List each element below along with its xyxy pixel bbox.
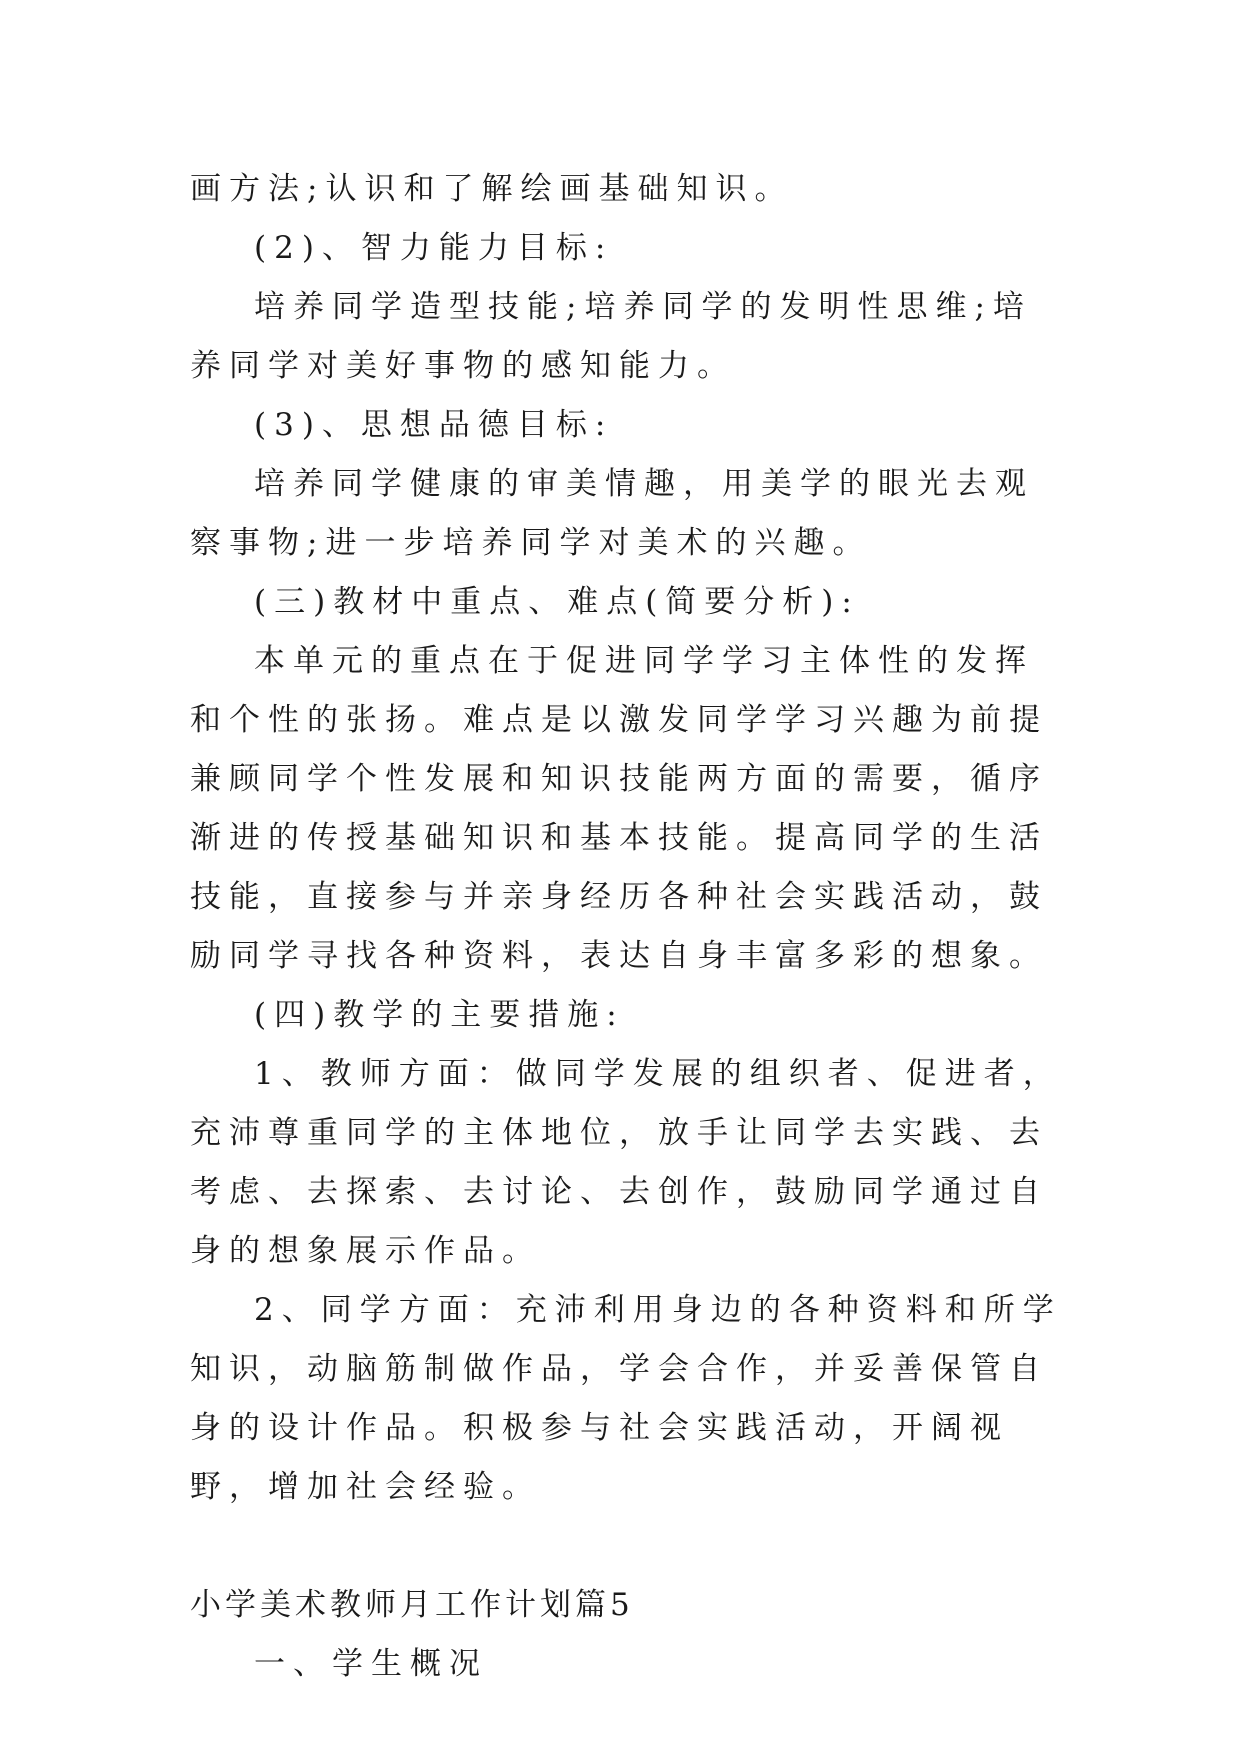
heading-teaching-measures: (四)教学的主要措施:	[254, 997, 625, 1033]
paragraph-intellectual-goals: 培养同学造型技能;培养同学的发明性思维;培养同学对美好事物的感知能力。	[190, 289, 1032, 384]
paragraph-teacher-measures: 1、教师方面：做同学发展的组织者、促进者，充沛尊重同学的主体地位，放手让同学去实践、去考虑、去探索、去讨论、去创作，鼓励同学通过自身的想象展示作品。	[190, 1056, 1062, 1269]
document-body	[190, 160, 1070, 1694]
paragraph-moral-goals: 培养同学健康的审美情趣，用美学的眼光去观察事物;进一步培养同学对美术的兴趣。	[190, 466, 1034, 561]
heading-intellectual-goals: (2)、智力能力目标:	[254, 230, 614, 266]
heading-key-difficult-points: (三)教材中重点、难点(简要分析):	[254, 584, 860, 620]
section-title: 小学美术教师月工作计划篇5	[190, 1587, 634, 1623]
paragraph-student-measures: 2、同学方面：充沛利用身边的各种资料和所学知识，动脑筋制做作品，学会合作，并妥善保管自身的设计作品。积极参与社会实践活动，开阔视野，增加社会经验。	[190, 1292, 1062, 1505]
heading-moral-goals: (3)、思想品德目标:	[254, 407, 614, 443]
heading-student-overview: 一、学生概况	[254, 1646, 488, 1682]
paragraph-drawing-methods: 画方法;认识和了解绘画基础知识。	[190, 171, 794, 207]
paragraph-key-difficult-points: 本单元的重点在于促进同学学习主体性的发挥和个性的张扬。难点是以激发同学学习兴趣为前提兼顾同学个性发展和知识技能两方面的需要，循序渐进的传授基础知识和基本技能。提高同学的生活技能，直接参与并亲身经历各种社会实践活动，鼓励同学寻找各种资料，表达自身丰富多彩的想象。	[190, 643, 1048, 974]
